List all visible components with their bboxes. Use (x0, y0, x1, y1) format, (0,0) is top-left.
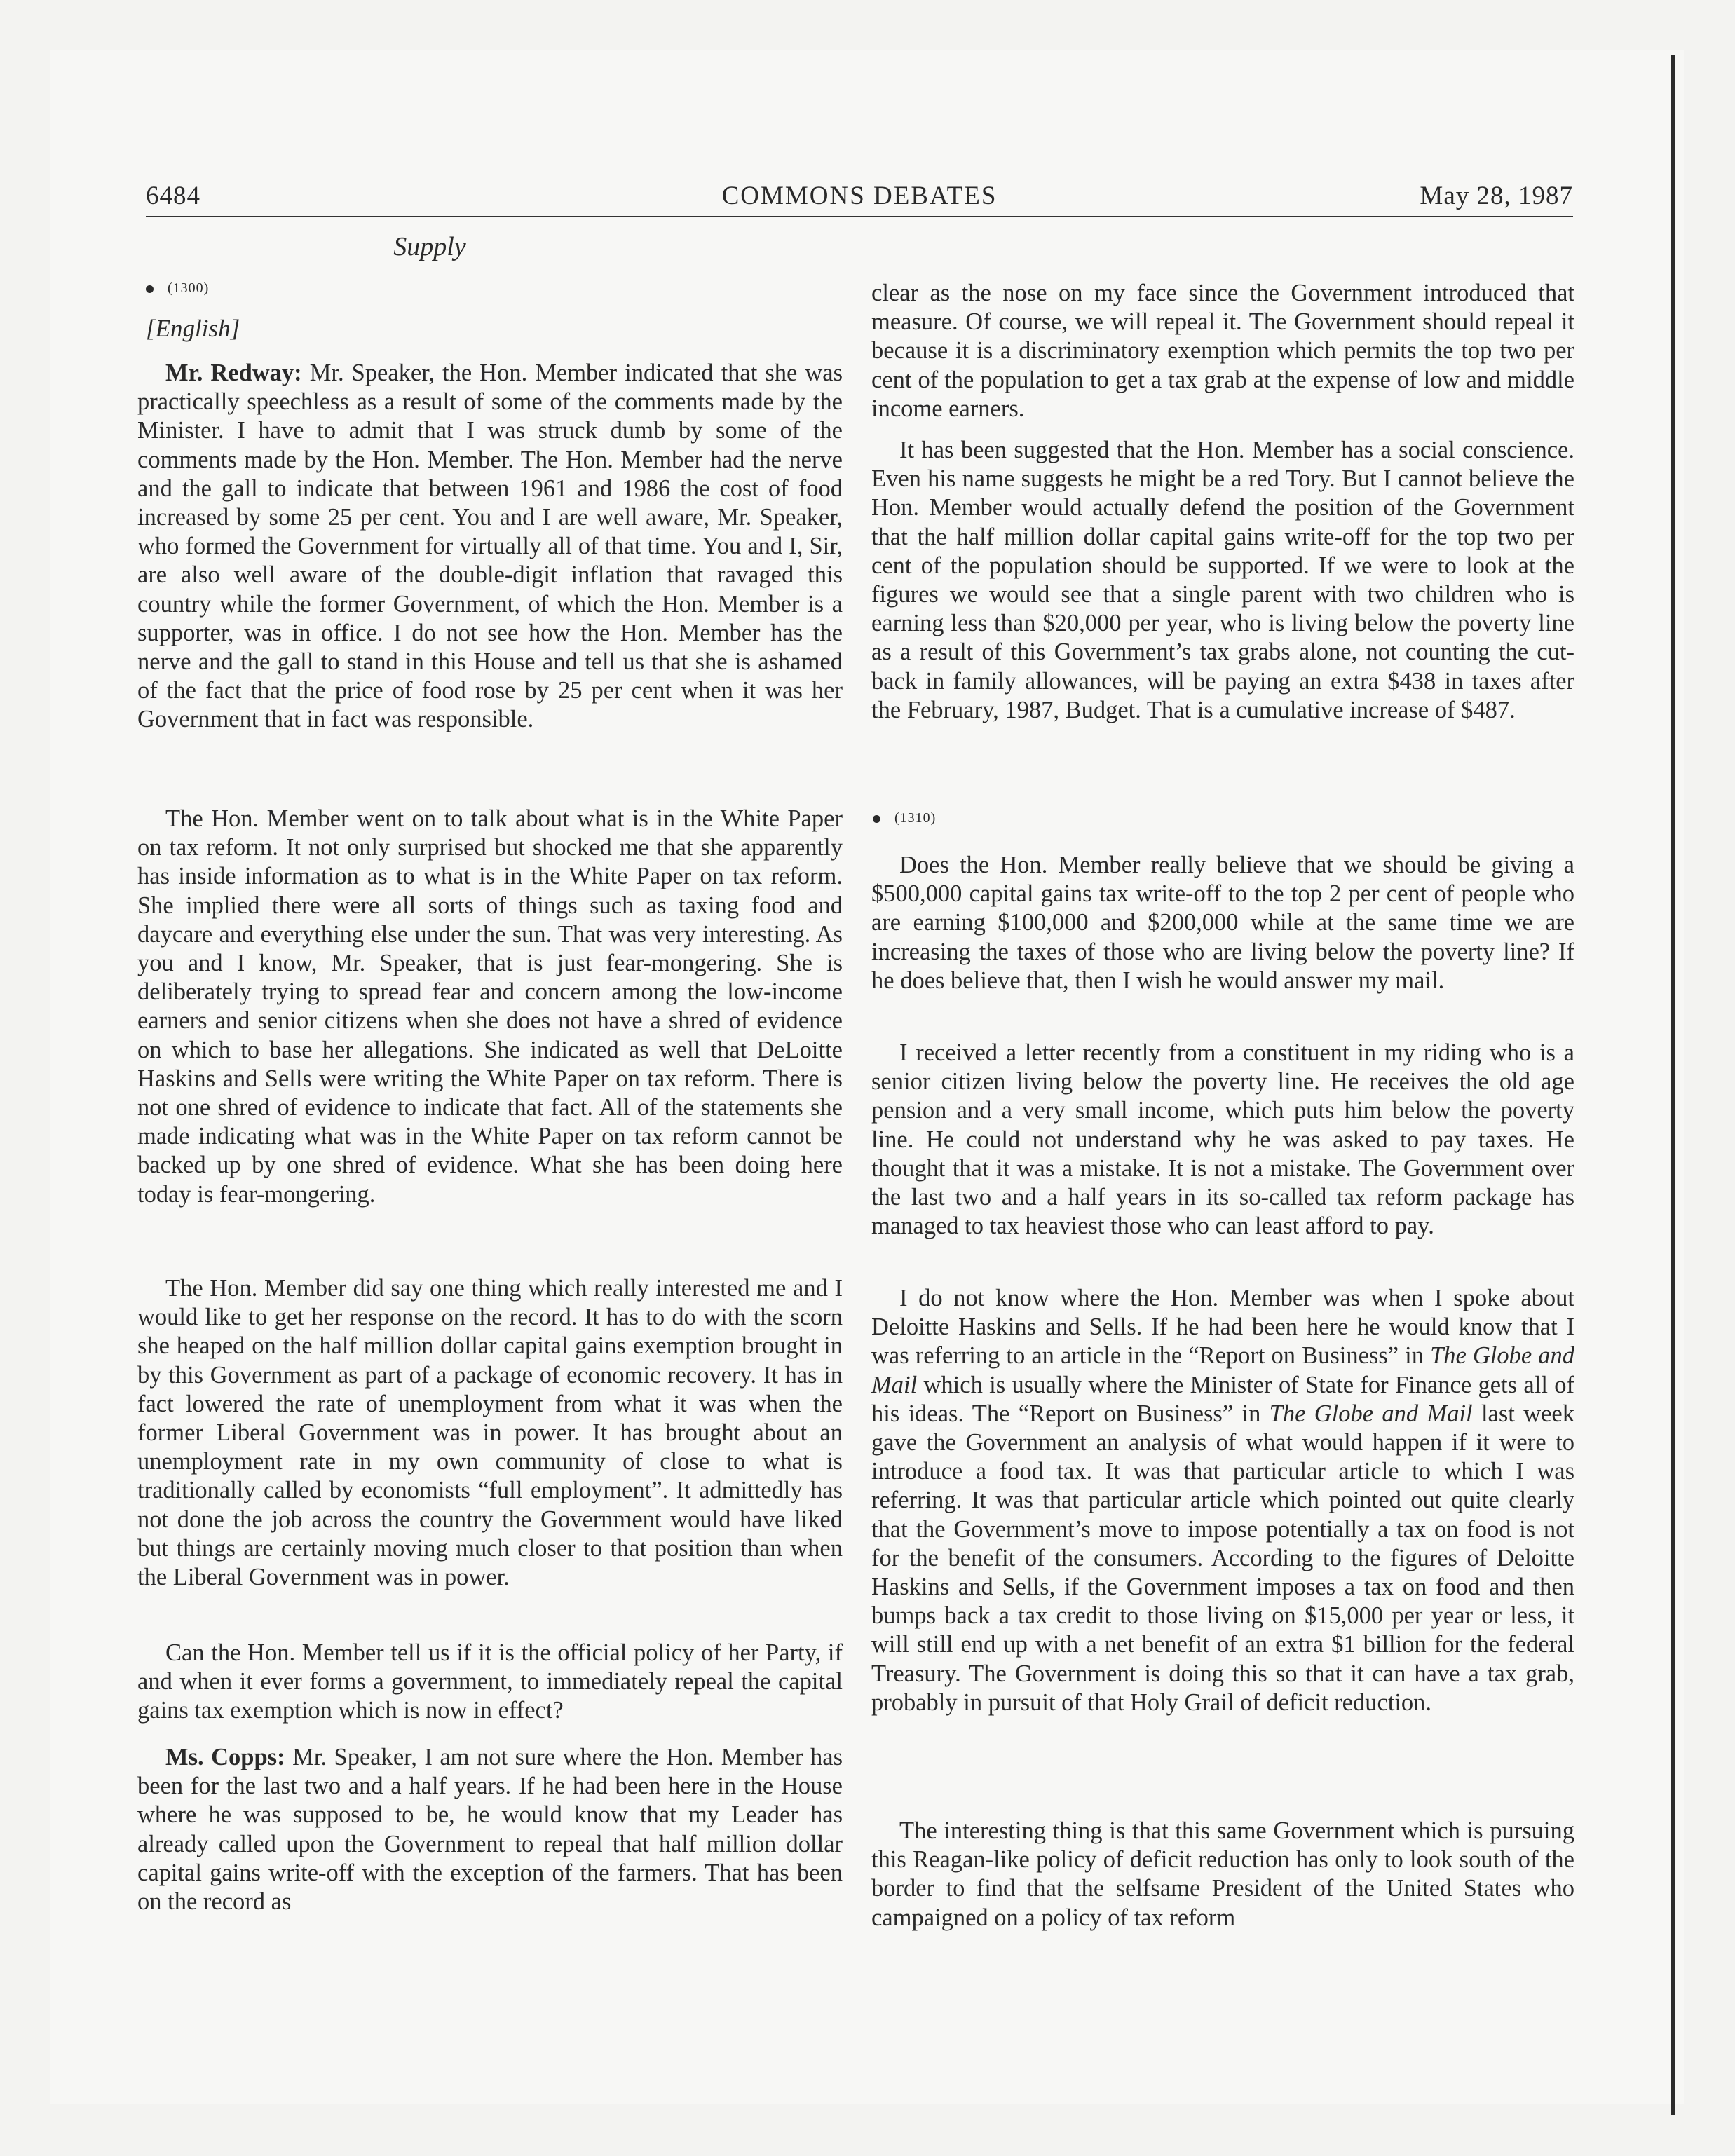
paragraph: The interesting thing is that this same Government which is pursuing this Reagan-like policy of deficit reduction has only to look south of the border to find that the selfsame President of the United States who campaigned on a policy of tax reform (871, 1817, 1574, 1931)
language-tag: [English] (146, 315, 240, 342)
bullet-icon (146, 285, 154, 293)
paragraph-text: Mr. Speaker, the Hon. Member indicated that she was practically speechless as a result of some of the comments made by the Minister. I have to admit that I was struck dumb by some of the comments made by the Hon. Member. The Hon. Member had the nerve and the gall to indicate that between 1961 and 1986 the cost of food increased by some 25 per cent. You and I are well aware, Mr. Speaker, who formed the Government for virtually all of that time. You and I, Sir, are also well aware of the double-digit inflation that ravaged this country while the former Government, of which the Hon. Member is a supporter, was in office. I do not see how the Hon. Member has the nerve and the gall to stand in this House and tell us that she is ashamed of the fact that the price of food rose by 25 per cent when it was her Government that in fact was responsible. (137, 360, 843, 733)
paragraph-text: which is usually where the Minister of State for Finance gets all of his ideas. The “Report on Business” in (871, 1371, 1574, 1427)
paragraph-text: last week gave the Government an analysis of what would happen if it were to introduce a food tax. It was that particular article to which I was referring. It was that particular article which pointed out quite clearly that the Government’s move to impose potentially a tax on food is not for the benefit of the consumers. According to the figures of Deloitte Haskins and Sells, if the Government imposes a tax on food and then bumps back a tax credit to those living on $15,000 per year or less, it will still end up with a net benefit of an extra $1 billion for the federal Treasury. The Government is doing this so that it can have a tax grab, probably in pursuit of that Holy Grail of deficit reduction. (871, 1400, 1574, 1716)
bullet-icon (873, 815, 880, 823)
paragraph-copps (137, 1743, 843, 1916)
scan-edge-line (1671, 55, 1675, 2115)
time-marker (146, 274, 209, 303)
paragraph (871, 1284, 1574, 1717)
header-rule (146, 216, 1573, 217)
section-title: Supply (393, 232, 466, 261)
speaker-name: Ms. Copps: (165, 1744, 285, 1770)
paragraph: The Hon. Member went on to talk about what is in the White Paper on tax reform. It not only surprised but shocked me that she apparently has inside information as to what is in the White Paper on tax reform. She implied there were all sorts of things such as taxing food and daycare and everything else under the sun. That was very interesting. As you and I know, Mr. Speaker, that is just fear-mongering. She is deliberately trying to spread fear and concern among the low-income earners and senior citizens when she does not have a shred of evidence on which to base her allegations. She indicated as well that DeLoitte Haskins and Sells were writing the White Paper on tax reform. There is not one shred of evidence to indicate that fact. All of the statements she made indicating what was in the White Paper on tax reform cannot be backed up by one shred of evidence. What she has been doing here today is fear-mongering. (137, 805, 843, 1208)
paragraph: Does the Hon. Member really believe that we should be giving a $500,000 capital gains tax write-off to the top 2 per cent of people who are earning $100,000 and $200,000 while at the same time we are increasing the taxes of those who are living below the poverty line? If he does believe that, then I wish he would answer my mail. (871, 852, 1574, 994)
publication-title: COMMONS DEBATES (721, 182, 998, 210)
newspaper-title: The Globe and Mail (1269, 1400, 1473, 1427)
newspaper-title: The Globe and Mail (871, 1342, 1574, 1398)
paragraph-text: I do not know where the Hon. Member was when I spoke about Deloitte Haskins and Sells. If he had been here he would know that I was referring to an article in the “Report on Business” in (871, 1285, 1574, 1370)
paragraph: It has been suggested that the Hon. Member has a social conscience. Even his name suggests he might be a red Tory. But I cannot believe the Hon. Member would actually defend the position of the Government that the half million dollar capital gains write-off for the top two per cent of the population should be supported. If we were to look at the figures we would see that a single parent with two children who is earning less than $20,000 per year, who is living below the poverty line as a result of this Government’s tax grabs alone, not counting the cut-back in family allowances, will be paying an extra $438 in taxes after the February, 1987, Budget. That is a cumulative increase of $487. (871, 437, 1574, 723)
paragraph-continued: clear as the nose on my face since the Government introduced that measure. Of course, we will repeal it. The Government should repeal it because it is a discriminatory exemption which permits the top two per cent of the population to get a tax grab at the expense of low and middle income earners. (871, 280, 1574, 422)
paragraph: Can the Hon. Member tell us if it is the official policy of her Party, if and when it ever forms a government, to immediately repeal the capital gains tax exemption which is now in effect? (137, 1639, 843, 1724)
time-marker-label: (1310) (894, 810, 937, 826)
paragraph-redway (137, 359, 843, 735)
publication-date: May 28, 1987 (1420, 182, 1573, 210)
page-number: 6484 (146, 182, 200, 210)
paragraph: The Hon. Member did say one thing which really interested me and I would like to get her response on the record. It has to do with the scorn she heaped on the half million dollar capital gains exemption brought in by this Government as part of a package of economic recovery. It has in fact lowered the rate of unemployment from what it was when the former Liberal Government was in power. It has brought about an unemployment rate in my own community of close to what is traditionally called by economists “full employment”. It admittedly has not done the job across the country the Government would have liked but things are certainly moving much closer to that position than when the Liberal Government was in power. (137, 1275, 843, 1591)
running-header (146, 181, 1573, 216)
paragraph-text: Mr. Speaker, I am not sure where the Hon. Member has been for the last two and a half years. If he had been here in the House where he was supposed to be, he would know that my Leader has already called upon the Government to repeal that half million dollar capital gains write-off with the exception of the farmers. That has been on the record as (137, 1744, 843, 1916)
paragraph: I received a letter recently from a constituent in my riding who is a senior citizen living below the poverty line. He receives the old age pension and a very small income, which puts him below the poverty line. He could not understand why he was asked to pay taxes. He thought that it was a mistake. It is not a mistake. The Government over the last two and a half years in its so-called tax reform package has managed to tax heaviest those who can least afford to pay. (871, 1039, 1574, 1240)
speaker-name: Mr. Redway: (165, 360, 302, 386)
time-marker (873, 804, 936, 833)
time-marker-label: (1300) (168, 280, 210, 296)
